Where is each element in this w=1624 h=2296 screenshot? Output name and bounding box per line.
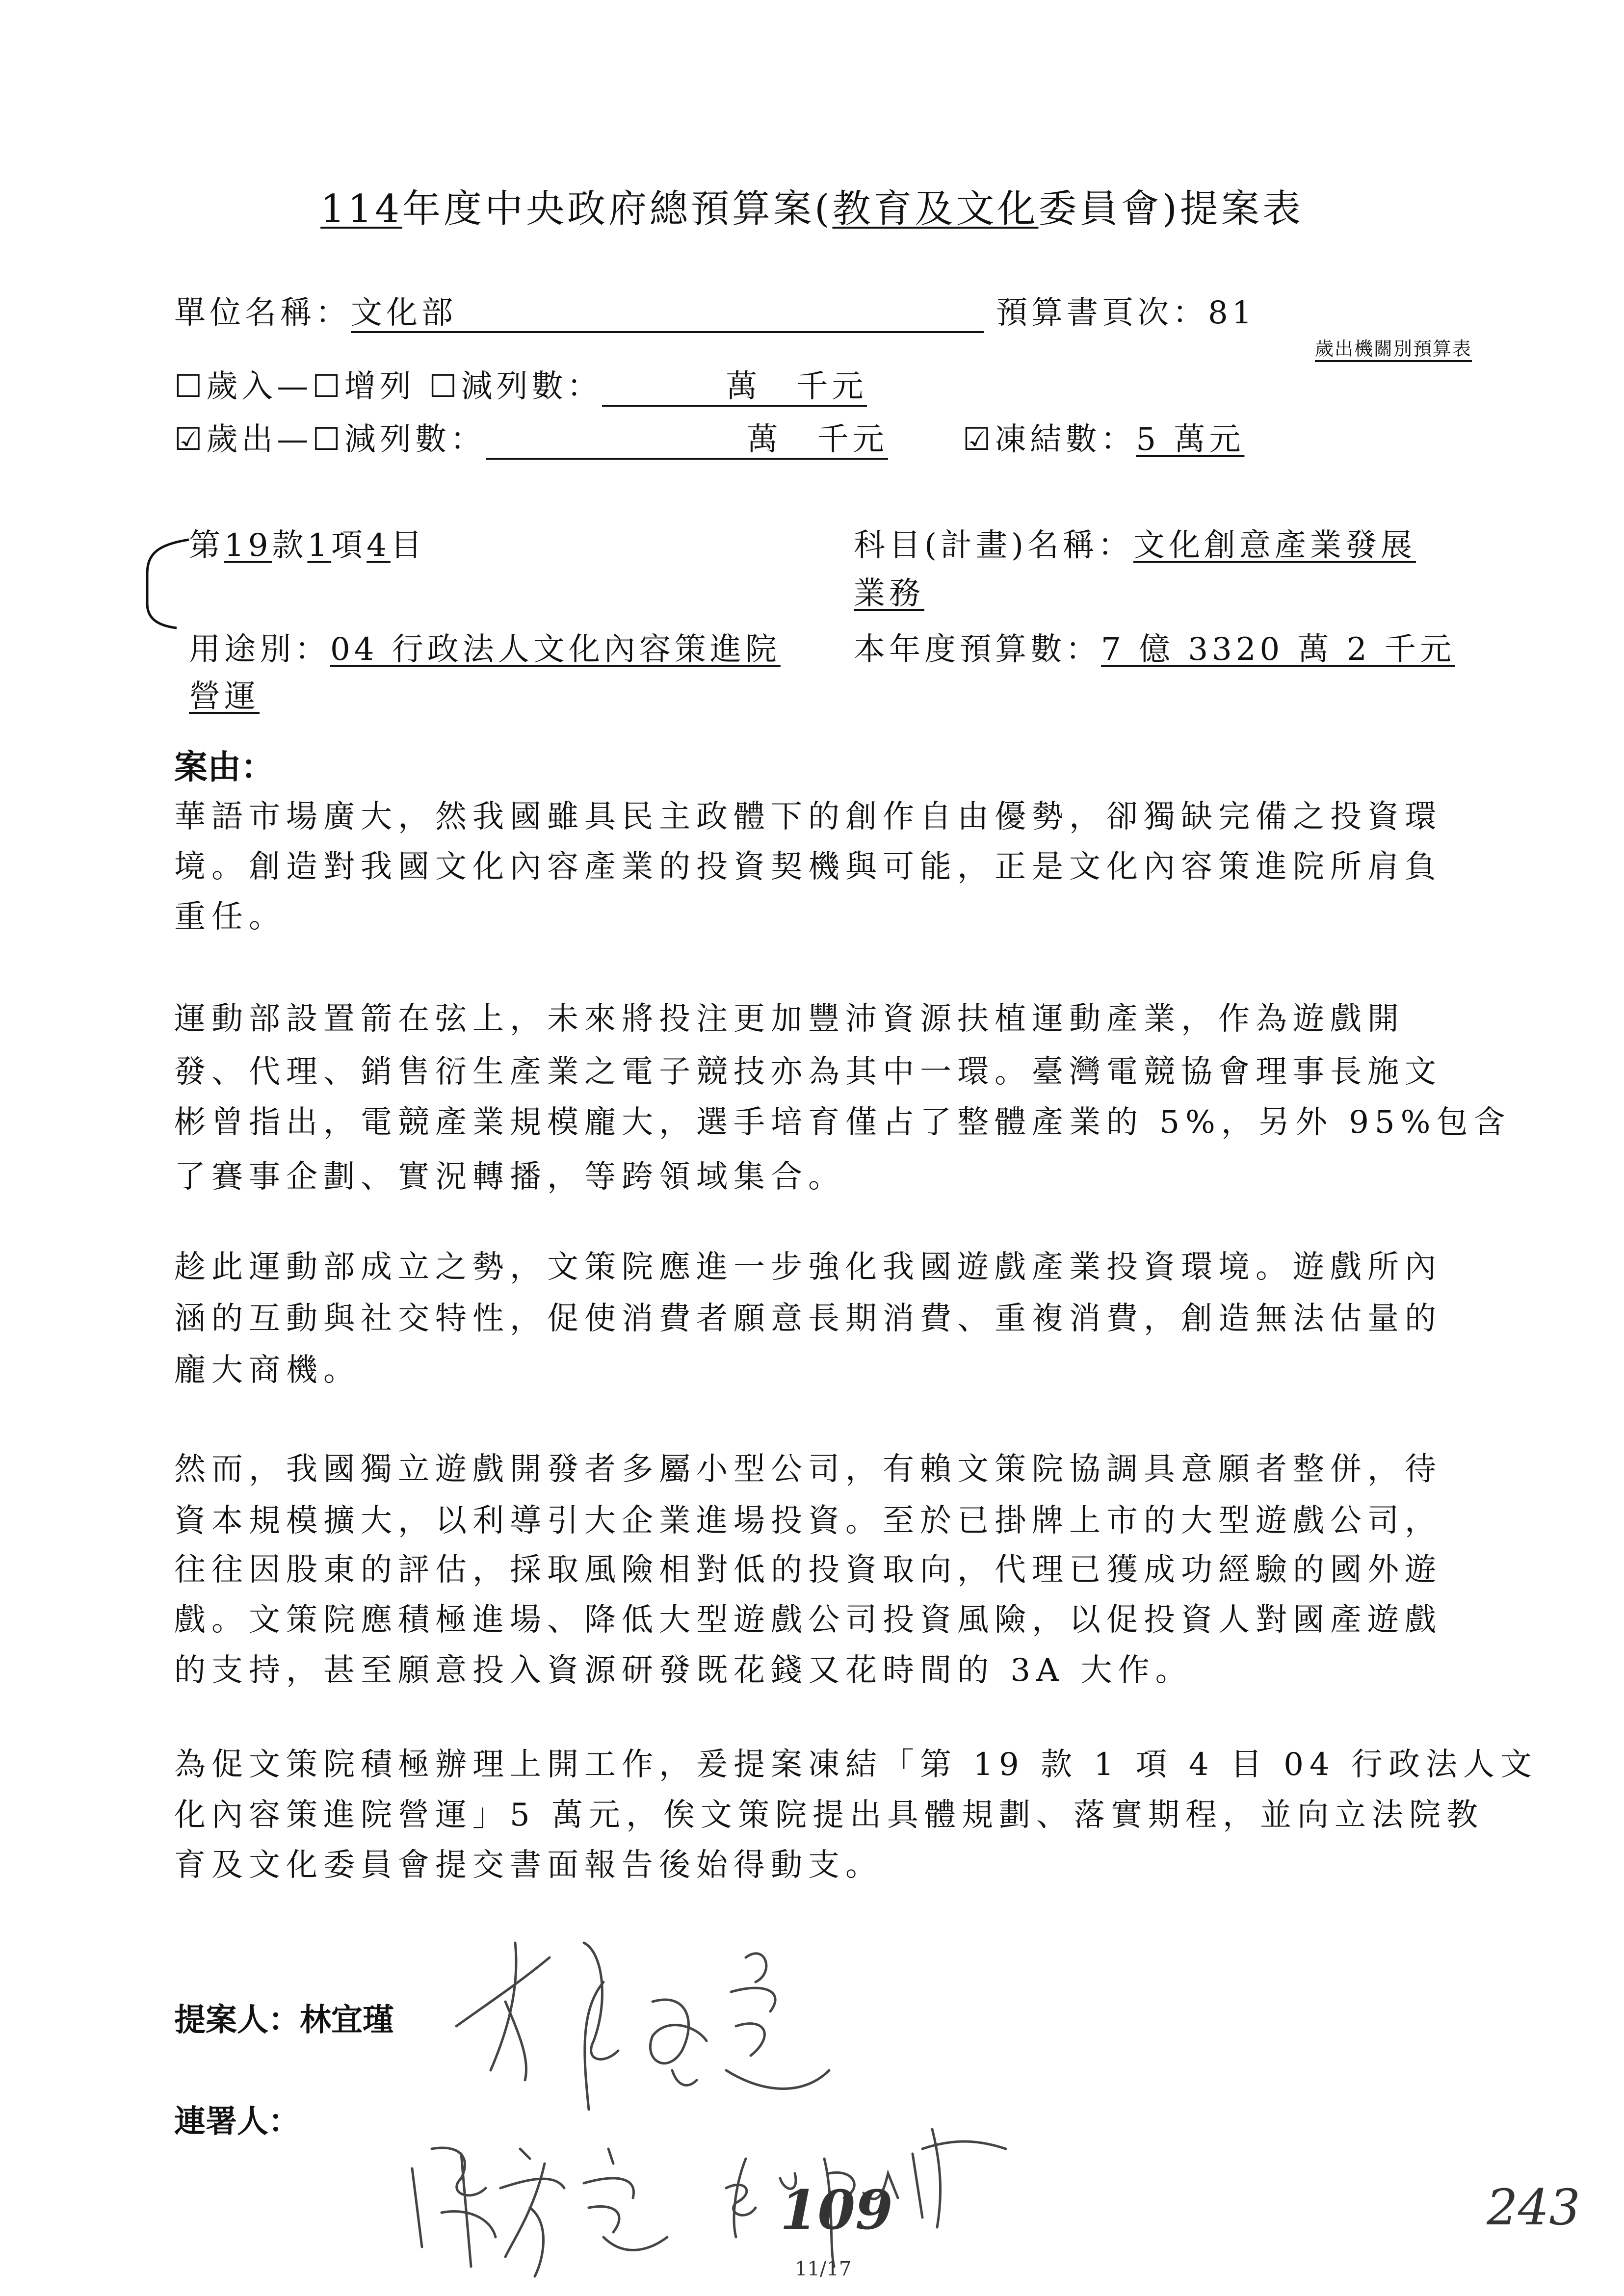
subject-value: 文化創意產業發展 xyxy=(1133,527,1416,564)
item-mu: 4 xyxy=(367,527,391,564)
revenue-prefix: ☐歲入—☐增列 ☐減列數： xyxy=(174,368,602,405)
body-line: 育及文化委員會提交書面報告後始得動支。 xyxy=(174,1847,883,1883)
expense-prefix: ☑歲出—☐減列數： xyxy=(174,421,486,458)
title-committee: 教育及文化 xyxy=(832,187,1039,231)
usage-row xyxy=(189,630,781,669)
title-part2: 委員會)提案表 xyxy=(1038,187,1304,231)
expense-blank: 萬 千元 xyxy=(486,421,888,460)
page-label: 預算書頁次： xyxy=(996,295,1208,331)
item-mu-label: 目 xyxy=(390,527,426,564)
subject-value-line2: 業務 xyxy=(854,575,924,612)
handwritten-243: 243 xyxy=(1487,2179,1580,2236)
item-di: 第 xyxy=(189,527,224,564)
unit-row xyxy=(174,293,984,333)
page-title xyxy=(0,185,1624,233)
page-number: 11/17 xyxy=(795,2258,852,2280)
expense-row xyxy=(174,420,888,460)
budget-value: 7 億 3320 萬 2 千元 xyxy=(1101,631,1456,668)
handwritten-109: 109 xyxy=(780,2178,893,2242)
usage-value-line2: 營運 xyxy=(189,678,260,715)
freeze-label: ☑凍結數： xyxy=(963,421,1136,458)
body-line: 趁此運動部成立之勢，文策院應進一步強化我國遊戲產業投資環境。遊戲所內 xyxy=(174,1249,1442,1285)
freeze-row xyxy=(963,420,1244,459)
body-line: 重任。 xyxy=(174,899,286,935)
item-xiang-label: 項 xyxy=(331,527,367,564)
budget-row xyxy=(854,630,1455,669)
body-line: 的支持，甚至願意投入資源研發既花錢又花時間的 3A 大作。 xyxy=(174,1652,1193,1689)
item-xiang: 1 xyxy=(307,527,332,564)
body-line: 為促文策院積極辦理上開工作，爰提案凍結「第 19 款 1 項 4 目 04 行政法人文 xyxy=(174,1747,1538,1783)
unit-label: 單位名稱： xyxy=(174,295,351,331)
body-line: 往往因股東的評估，採取風險相對低的投資取向，代理已獲成功經驗的國外遊 xyxy=(174,1552,1442,1588)
body-line: 資本規模擴大，以利導引大企業進場投資。至於已掛牌上市的大型遊戲公司， xyxy=(174,1503,1442,1539)
subject-label: 科目(計畫)名稱： xyxy=(854,527,1133,564)
item-kuan: 19 xyxy=(224,527,272,564)
budget-page xyxy=(996,293,1256,333)
unit-value: 文化部 xyxy=(351,295,984,333)
title-year: 114 xyxy=(320,187,402,231)
cosigner-signatures xyxy=(412,2129,1006,2276)
body-line: 發、代理、銷售衍生產業之電子競技亦為其中一環。臺灣電競協會理事長施文 xyxy=(174,1054,1442,1090)
revenue-row xyxy=(174,367,867,407)
body-line: 涵的互動與社交特性，促使消費者願意長期消費、重複消費，創造無法估量的 xyxy=(174,1301,1442,1337)
usage-value: 04 行政法人文化內容策進院 xyxy=(330,631,781,668)
body-line: 了賽事企劃、實況轉播，等跨領域集合。 xyxy=(174,1159,845,1195)
page-value: 81 xyxy=(1208,295,1256,331)
title-part1: 年度中央政府總預算案( xyxy=(402,187,833,231)
freeze-value: 5 萬元 xyxy=(1136,421,1245,458)
proposer-signature xyxy=(456,1943,829,2110)
item-code xyxy=(189,526,426,565)
body-line: 龐大商機。 xyxy=(174,1352,361,1388)
body-line: 然而，我國獨立遊戲開發者多屬小型公司，有賴文策院協調具意願者整併，待 xyxy=(174,1451,1442,1487)
body-line: 彬曾指出，電競產業規模龐大，選手培育僅占了整體產業的 5%，另外 95%包含 xyxy=(174,1104,1511,1141)
reason-heading: 案由： xyxy=(174,748,275,787)
revenue-blank: 萬 千元 xyxy=(602,368,867,407)
body-line: 運動部設置箭在弦上，未來將投注更加豐沛資源扶植運動產業，作為遊戲開 xyxy=(174,1001,1405,1037)
subject-row xyxy=(854,526,1416,565)
body-line: 境。創造對我國文化內容產業的投資契機與可能，正是文化內容策進院所肩負 xyxy=(174,849,1442,885)
usage-label: 用途別： xyxy=(189,631,330,668)
item-kuan-label: 款 xyxy=(272,527,308,564)
body-line: 戲。文策院應積極進場、降低大型遊戲公司投資風險，以促投資人對國產遊戲 xyxy=(174,1602,1442,1638)
source-table-label: 歲出機關別預算表 xyxy=(1315,338,1472,360)
body-line: 化內容策進院營運」5 萬元，俟文策院提出具體規劃、落實期程，並向立法院教 xyxy=(174,1797,1484,1833)
cosigner-label: 連署人： xyxy=(174,2104,300,2140)
proposer-label: 提案人：林宜瑾 xyxy=(174,2002,394,2038)
body-line: 華語市場廣大，然我國雖具民主政體下的創作自由優勢，卻獨缺完備之投資環 xyxy=(174,799,1442,835)
budget-label: 本年度預算數： xyxy=(854,631,1101,668)
